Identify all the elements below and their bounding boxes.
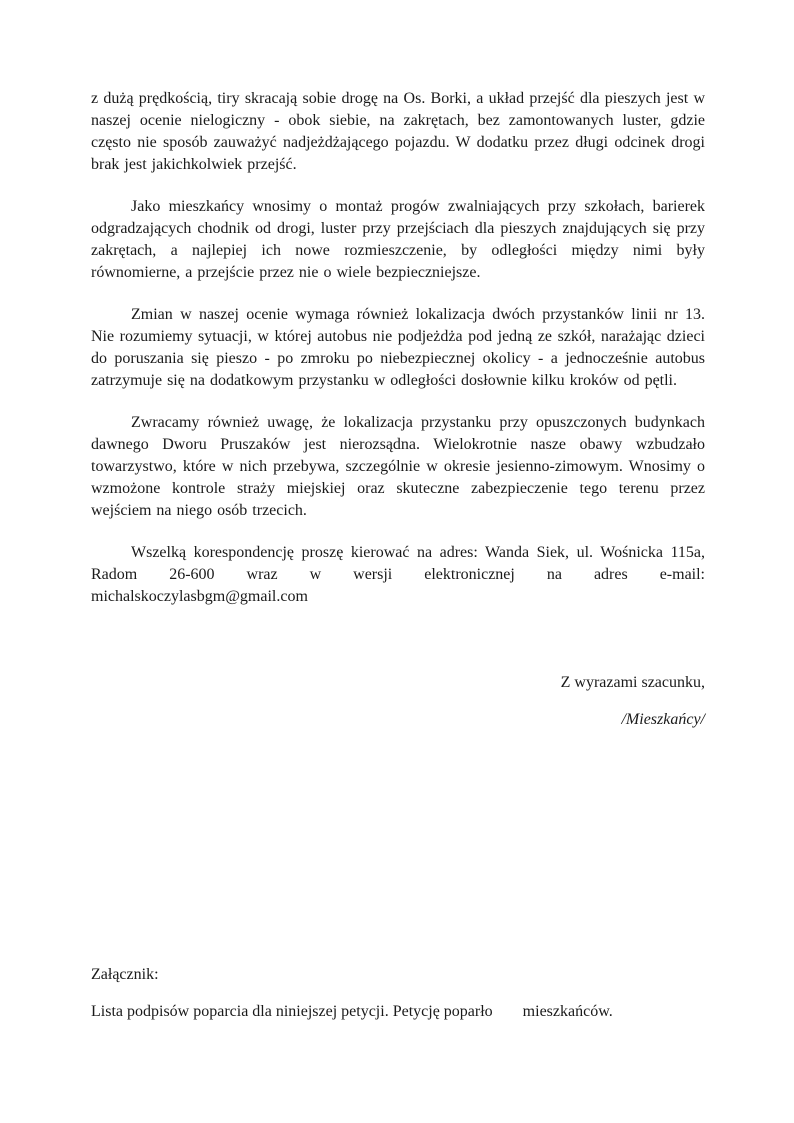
body-paragraph-3: Zmian w naszej ocenie wymaga również lokalizacja dwóch przystanków linii nr 13. Nie rozumiemy sytuacji, w której autobus nie podjeżdża pod jedną ze szkół, narażając dzieci do poruszania się pieszo - po zmroku po niebezpiecznej okolicy - a jednocześnie autobus zatrzymuje się na dodatkowym przystanku w odległości dosłownie kilku kroków od pętli. (91, 306, 705, 389)
attachment-block (91, 964, 705, 1023)
body-paragraph-5: Wszelką korespondencję proszę kierować na adres: Wanda Siek, ul. Wośnicka 115a, Radom 26-600 wraz w wersji elektronicznej na adres e-mail: michalskoczylasbgm@gmail.com (91, 544, 705, 605)
closing-signature: /Mieszkańcy/ (621, 711, 705, 728)
attachment-label: Załącznik: (91, 966, 159, 983)
body-paragraph-4: Zwracamy również uwagę, że lokalizacja przystanku przy opuszczonych budynkach dawnego Dworu Pruszaków jest nierozsądna. Wielokrotnie nasze obawy wzbudzało towarzystwo, które w nich przebywa, szczególnie w okresie jesienno-zimowym. Wnosimy o wzmożone kontrole straży miejskiej oraz skuteczne zabezpieczenie tego terenu przez wejściem na niego osób trzecich. (91, 414, 705, 519)
attachment-text-after-blank: mieszkańców. (522, 1003, 613, 1020)
attachment-text-before-blank: Lista podpisów poparcia dla niniejszej petycji. Petycję poparło (91, 1003, 493, 1020)
closing-block (91, 672, 705, 731)
body-paragraph-2: Jako mieszkańcy wnosimy o montaż progów zwalniających przy szkołach, barierek odgradzających chodnik od drogi, luster przy przejściach dla pieszych znajdujących się przy zakrętach, a najlepiej ich nowe rozmieszczenie, by odległości między nimi były równomierne, a przejście przez nie o wiele bezpieczniejsze. (91, 198, 705, 281)
closing-salutation: Z wyrazami szacunku, (560, 674, 705, 691)
supporter-count-blank (493, 1015, 523, 1016)
attachment-line (91, 1001, 705, 1023)
body-paragraph-1: z dużą prędkością, tiry skracają sobie drogę na Os. Borki, a układ przejść dla pieszych jest w naszej ocenie nielogiczny - obok siebie, na zakrętach, bez zamontowanych luster, gdzie często nie sposób zauważyć nadjeżdżającego pojazdu. W dodatku przez długi odcinek drogi brak jest jakichkolwiek przejść. (91, 90, 705, 173)
